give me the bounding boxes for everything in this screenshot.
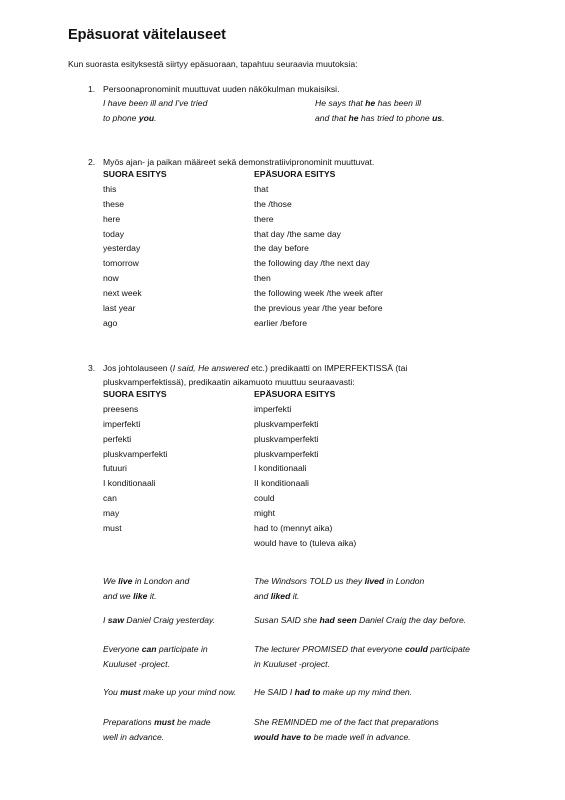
section-2-number: 2. [88, 157, 96, 167]
direct-form: next week [103, 288, 142, 299]
section-3-line2: pluskvamperfektissä), predikaatin aikamuoto muuttuu seuraavasti: [103, 377, 355, 387]
indirect-form: that [254, 183, 269, 194]
example-line [254, 730, 439, 745]
indirect-form: the day before [254, 243, 309, 254]
direct-form: now [103, 273, 119, 284]
s1-indirect-line1 [315, 98, 421, 108]
indirect-form: the following week /the week after [254, 288, 383, 299]
table-row [103, 402, 523, 417]
section-1-text: Persoonapronominit muuttuvat uuden näkökulman mukaisiksi. [103, 84, 340, 94]
table-row [103, 491, 523, 506]
emphasis: he [348, 113, 359, 123]
indirect-form: pluskvamperfekti [254, 418, 319, 429]
intro-text: Kun suorasta esityksestä siirtyy epäsuoraan, tapahtuu seuraavia muutoksia: [68, 59, 358, 69]
direct-form: today [103, 228, 125, 239]
text-span: He SAID I [254, 687, 295, 697]
text-span: be made [174, 717, 211, 727]
s1-direct-line2 [103, 113, 157, 123]
emphasis: must [120, 687, 141, 697]
indirect-form: the /those [254, 198, 292, 209]
indirect-form: might [254, 508, 276, 519]
indirect-form: pluskvamperfekti [254, 433, 319, 444]
example-3-direct [103, 642, 208, 672]
example-5-direct [103, 715, 211, 745]
example-4-direct [103, 685, 236, 700]
example-1-direct [103, 574, 189, 604]
example-line [103, 589, 189, 604]
table-row [103, 256, 523, 271]
text-span: and we [103, 591, 134, 601]
indirect-form: would have to (tuleva aika) [254, 537, 357, 548]
example-line: Kuuluset -project. [103, 659, 170, 669]
text-span: in London [384, 576, 425, 586]
section-3-number: 3. [88, 363, 96, 373]
text-span: I [103, 615, 108, 625]
table-row [103, 301, 523, 316]
emphasis: like [133, 591, 148, 601]
table-row [103, 271, 523, 286]
emphasis: saw [107, 615, 125, 625]
text-span: in London and [132, 576, 190, 586]
text-span: etc.) predikaatti on IMPERFEKTISSÄ (tai [248, 363, 408, 373]
example-line [103, 685, 236, 700]
direct-form: tomorrow [103, 258, 139, 269]
direct-form: these [103, 198, 125, 209]
example-line [254, 574, 424, 589]
indirect-form: the previous year /the year before [254, 303, 383, 314]
indirect-form: had to (mennyt aika) [254, 523, 333, 534]
direct-form: perfekti [103, 433, 132, 444]
column-header-direct: SUORA ESITYS [103, 389, 167, 399]
section-3-line1 [103, 363, 407, 373]
emphasis: he [365, 98, 376, 108]
emphasis: liked [270, 591, 291, 601]
direct-form: last year [103, 303, 136, 314]
section-2-text: Myös ajan- ja paikan määreet sekä demonstratiivipronominit muuttuvat. [103, 157, 375, 167]
example-line [103, 574, 189, 589]
direct-form: must [103, 523, 122, 534]
table-row [103, 227, 523, 242]
table-header [103, 167, 523, 182]
s1-direct-line1-text: I have been ill and I've tried [103, 98, 208, 108]
indirect-form: there [254, 213, 274, 224]
direct-form: ago [103, 317, 118, 328]
text-span: participate [427, 644, 470, 654]
s1-direct-line1 [103, 98, 207, 108]
column-header-direct: SUORA ESITYS [103, 169, 167, 179]
indirect-form: the following day /the next day [254, 258, 370, 269]
direct-form: can [103, 493, 117, 504]
example-line: in Kuuluset -project. [254, 659, 330, 669]
table-row [103, 506, 523, 521]
table-row [103, 197, 523, 212]
section-2-table [103, 167, 523, 331]
emphasis: could [404, 644, 428, 654]
table-row [103, 417, 523, 432]
emphasis: had to [294, 687, 321, 697]
page-title: Epäsuorat väitelauseet [68, 27, 226, 43]
emphasis: lived [364, 576, 385, 586]
direct-form: may [103, 508, 120, 519]
table-header [103, 387, 523, 402]
text-span: Jos johtolauseen ( [103, 363, 173, 373]
text-span: has tried to phone [358, 113, 433, 123]
example-line [254, 589, 424, 604]
direct-form: yesterday [103, 243, 141, 254]
table-row [103, 536, 523, 551]
example-line [254, 642, 470, 657]
text-span: participate in [156, 644, 208, 654]
example-line: well in advance. [103, 732, 165, 742]
indirect-form: pluskvamperfekti [254, 448, 319, 459]
example-line [103, 715, 211, 730]
table-row [103, 316, 523, 331]
emphasis: must [154, 717, 175, 727]
indirect-form: II konditionaali [254, 478, 309, 489]
emphasis: had seen [319, 615, 357, 625]
emphasis: you [138, 113, 155, 123]
table-row [103, 447, 523, 462]
emphasis: us [432, 113, 443, 123]
direct-form: imperfekti [103, 418, 141, 429]
indirect-form: imperfekti [254, 403, 292, 414]
example-2-indirect [254, 613, 466, 628]
indirect-form: then [254, 273, 271, 284]
text-span: He says that [315, 98, 366, 108]
example-line [103, 642, 208, 657]
indirect-form: earlier /before [254, 317, 308, 328]
text-span: Daniel Craig the day before. [356, 615, 467, 625]
emphasis: would have to [254, 732, 312, 742]
table-row [103, 461, 523, 476]
table-row [103, 432, 523, 447]
emphasis: live [118, 576, 133, 586]
indirect-form: that day /the same day [254, 228, 341, 239]
table-row [103, 521, 523, 536]
example-line [103, 613, 215, 628]
example-5-indirect [254, 715, 439, 745]
text-span: The lecturer PROMISED that everyone [254, 644, 405, 654]
direct-form: futuuri [103, 463, 127, 474]
text-span: it. [147, 591, 157, 601]
text-span: Everyone [103, 644, 142, 654]
example-1-indirect [254, 574, 424, 604]
table-row [103, 212, 523, 227]
direct-form: this [103, 183, 117, 194]
text-span: Daniel Craig yesterday. [124, 615, 216, 625]
text-span: . [154, 113, 157, 123]
example-4-indirect [254, 685, 412, 700]
table-row [103, 182, 523, 197]
indirect-form: I konditionaali [254, 463, 307, 474]
example-3-indirect [254, 642, 470, 672]
direct-form: pluskvamperfekti [103, 448, 168, 459]
text-span: and [254, 591, 271, 601]
section-1-number: 1. [88, 84, 96, 94]
indirect-form: could [254, 493, 275, 504]
s1-indirect-line2 [315, 113, 444, 123]
text-span: it. [290, 591, 300, 601]
text-span: make up your mind now. [140, 687, 237, 697]
text-span: The Windsors TOLD us they [254, 576, 365, 586]
column-header-indirect: EPÄSUORA ESITYS [254, 169, 336, 179]
text-span: to phone [103, 113, 139, 123]
direct-form: I konditionaali [103, 478, 156, 489]
table-row [103, 286, 523, 301]
example-line: She REMINDED me of the fact that preparations [254, 717, 439, 727]
table-row [103, 476, 523, 491]
column-header-indirect: EPÄSUORA ESITYS [254, 389, 336, 399]
direct-form: here [103, 213, 121, 224]
text-span: be made well in advance. [311, 732, 411, 742]
direct-form: preesens [103, 403, 139, 414]
text-span: You [103, 687, 121, 697]
text-span: We [103, 576, 119, 586]
text-span: and that [315, 113, 349, 123]
text-span: has been ill [375, 98, 422, 108]
text-span: Preparations [103, 717, 155, 727]
italic-span: I said, He answered [172, 363, 249, 373]
example-line [254, 613, 466, 628]
section-3-table [103, 387, 523, 551]
example-line [254, 685, 412, 700]
text-span: make up my mind then. [320, 687, 413, 697]
example-2-direct [103, 613, 215, 628]
table-row [103, 241, 523, 256]
text-span: . [442, 113, 445, 123]
emphasis: can [141, 644, 157, 654]
text-span: Susan SAID she [254, 615, 320, 625]
